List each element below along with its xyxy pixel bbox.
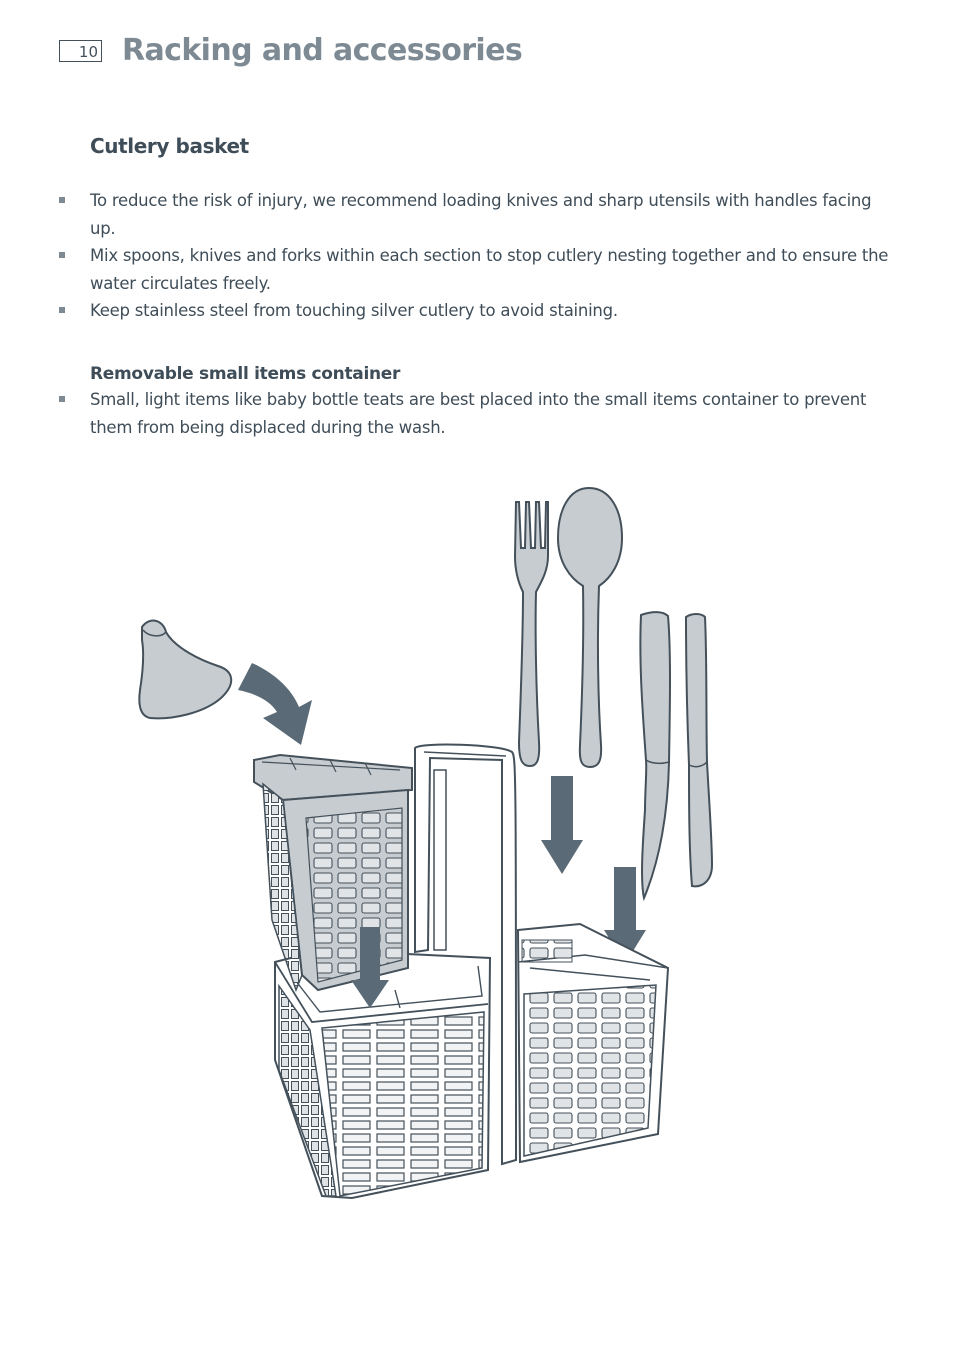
cutlery-basket-bullet-list	[59, 187, 889, 325]
cutlery-basket	[254, 745, 668, 1198]
spoon-icon	[558, 488, 622, 767]
bullet-text: To reduce the risk of injury, we recommend loading knives and sharp utensils with handles facing up.	[90, 191, 872, 238]
bullet-marker	[59, 307, 65, 313]
fork-icon	[515, 502, 548, 766]
small-items-bullet-list	[59, 386, 889, 441]
curved-arrow-icon	[238, 663, 312, 745]
bullet-text: Keep stainless steel from touching silver cutlery to avoid staining.	[90, 301, 618, 320]
bullet-item	[59, 297, 889, 325]
bullet-marker	[59, 396, 65, 402]
page-number: 10	[59, 40, 102, 62]
bullet-text: Mix spoons, knives and forks within each section to stop cutlery nesting together and to ensure the water circulates freely.	[90, 246, 889, 293]
bullet-item	[59, 386, 889, 441]
cutlery-basket-illustration	[0, 470, 954, 1220]
knife-icon	[640, 612, 670, 898]
bullet-marker	[59, 197, 65, 203]
section-heading-small-items: Removable small items container	[90, 364, 401, 384]
bullet-item	[59, 187, 889, 242]
down-arrow-icon	[541, 776, 583, 874]
section-heading-cutlery-basket: Cutlery basket	[90, 134, 249, 158]
bottle-teat-icon	[139, 621, 231, 719]
bullet-marker	[59, 252, 65, 258]
bullet-text: Small, light items like baby bottle teats are best placed into the small items container to prevent them from being displaced during the wash.	[90, 390, 867, 437]
page-title: Racking and accessories	[122, 33, 523, 68]
bullet-item	[59, 242, 889, 297]
butter-knife-icon	[686, 614, 712, 886]
